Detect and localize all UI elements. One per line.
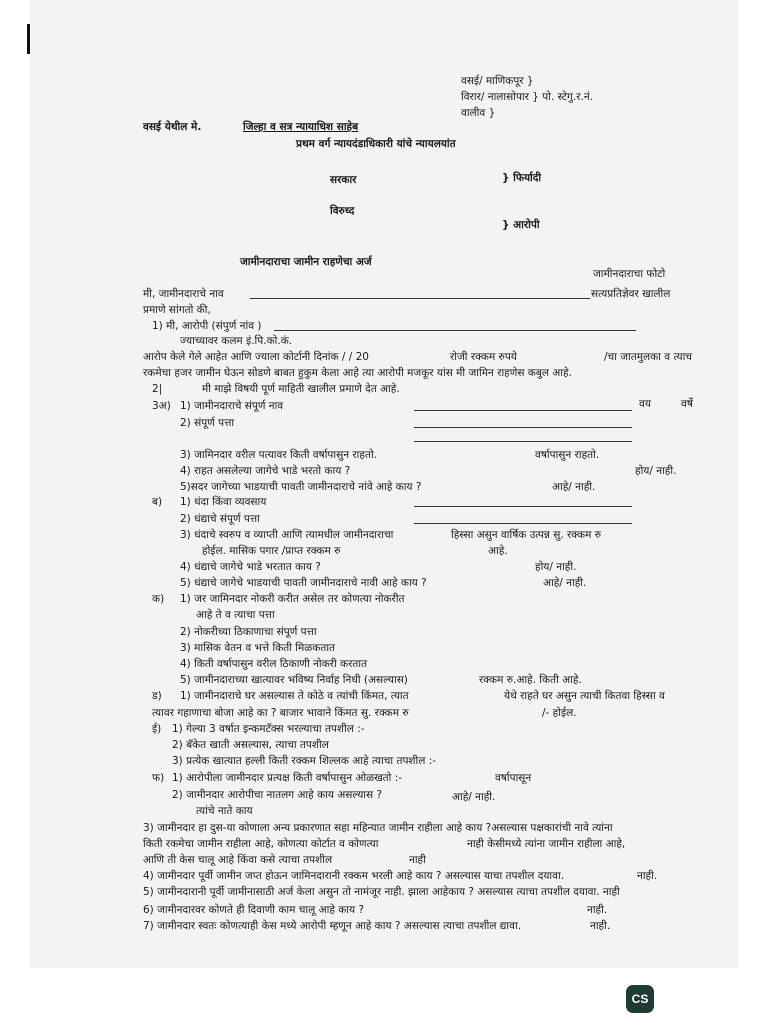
section-f-q2b: त्यांचे नाते काय [196,805,253,817]
closing-line-1: 3) जामीनदार हा दुस-या कोणाला अन्य प्रकारणात सहा महिन्यात जामीन राहीला आहे काय ?असल्यास पक्षकारांची नावे त्यांना [143,822,613,834]
intro-line-2: प्रमाणे सांगतो की, [143,304,211,316]
party-1-role: } फिर्यादी [502,172,542,184]
section-a-letter: 3अ) [152,400,171,412]
section-a-q5: 5)सदर जागेच्या भाडयाची पावती जामीनदाराचे नांवे आहे काय ? [180,481,422,493]
intro-line-5c: /चा जातमुलका व त्याच [604,351,692,363]
section-b-q2: 2) धंद्याचे संपूर्ण पत्ता [180,513,260,525]
section-a-q5-answer: आहे/ नाही. [552,481,596,493]
section-f-q2: 2) जामीनदार आरोपीचा नातलग आहे काय असल्यास ? [172,789,383,801]
section-c-q1b: आहे ते व त्याचा पत्ता [196,609,275,621]
section-a-q2: 2) संपूर्ण पत्ता [180,417,235,429]
section-b-q5-answer: आहे/ नाही. [543,577,587,589]
section-a-q1: 1) जामीनदाराचे संपूर्ण नाव [180,400,284,412]
intro-line-6: रकमेचा हजर जामीन घेऊन सोडणे बाबत हुकुम केला आहे त्या आरोपी मजकूर यांस मी जामिन राहणेस कबुल आहे. [143,367,572,379]
section-c-q3: 3) मासिक वेतन व भत्ते किती मिळकतात [180,642,336,654]
section-d-letter: ड) [152,690,162,702]
address-line-3: वालीव } [461,107,496,119]
intro-line-1: मी, जामीनदाराचे नाव [143,288,224,300]
section-c-letter: क) [152,593,165,605]
closing-line-6a: 6) जामीनदारवर कोणते ही दिवाणी काम चालू आहे काय ? [143,904,365,916]
section-d-q1d: /- होईल. [542,707,577,719]
closing-line-7b: नाही. [590,920,611,932]
closing-line-4a: 4) जामीनदार पूर्वी जामीन जप्त होऊन जामिनदारानी रक्कम भरली आहे काय ? असल्यास याचा तपशील दयावा. [143,870,565,882]
section-e-q1: 1) गेल्या 3 वर्षात इन्कमटॅक्स भरल्याचा तपशील :- [172,723,365,735]
closing-line-2b: नाही केसीमध्ये त्यांना जामीन राहीला आहे, [467,838,626,850]
section-f-letter: फ) [152,772,165,784]
section-b-q4-answer: होय/ नाही. [535,561,577,573]
section-b-q5: 5) धंद्याचे जागेचे भाडयाची पावती जामीनदाराचे नावी आहे काय ? [180,577,427,589]
closing-line-3b: नाही [409,854,426,866]
section-e-q3: 3) प्रत्येक खात्यात हल्ली किती रक्कम शिल्लक आहे त्याचा तपशील :- [172,755,437,767]
intro-line-3: 1) मी, आरोपी (संपुर्ण नांव ) [152,320,262,332]
section-b-q3d: आहे. [488,545,508,557]
section-c-q4: 4) किती वर्षापासुन वरील ठिकाणी नोकरी करतात [180,658,368,670]
section-b-q3a: 3) धंदाचे स्वरुप व व्याप्ती आणि त्यामधील जामीनदाराचा [180,529,394,541]
section-f-q2-answer: आहे/ नाही. [452,791,496,803]
versus: विरुध्द [330,205,355,217]
form-title: जामीनदाराचा जामीन राहणेचा अर्ज [240,256,372,268]
years-label: वर्षे [681,398,693,410]
intro-line-1b: सत्यप्रतिज्ञेवर खालील [591,288,671,300]
section-c-q5: 5) जामीनदाराच्या खात्यावर भविष्य निर्वाह निधी (असल्यास) [180,674,408,686]
section-a-q4-answer: होय/ नाही. [635,465,677,477]
section-c-q2: 2) नोकरीच्या ठिकाणाचा संपूर्ण पत्ता [180,626,317,638]
section-e-q2: 2) बॅकेत खाती असल्यास, त्याचा तपशील [172,739,329,751]
section-c-q5-answer: रक्कम रु.आहे. किती आहे. [479,674,582,686]
business-address-blank [414,523,632,524]
section-b-q3b: हिस्सा असुन वार्षिक उत्पन्न सु. रक्कम रु [451,529,601,541]
intro-line-4: ज्याच्यावर कलम इं.पि.को.कं. [180,335,293,347]
address-blank-2 [414,441,632,442]
section-d-q1b: येथे राहते घर असुन त्याची कितवा हिस्सा व [504,690,665,702]
intro-line-7-num: 2| [152,383,163,395]
document-page [30,0,738,968]
closing-line-5: 5) जामीनदारानी पूर्वी जामीनासाठी अर्ज केला असुन तो नामंजूर नाही. झाला आहेकाय ? असल्यास त्याचा तपशील दयावा. नाही [143,886,620,898]
section-e-letter: ई) [152,723,162,735]
camscanner-logo: CS [626,985,654,1013]
section-d-q1c: त्यावर गहाणाचा बोजा आहे का ? बाजार भावाने किंमत सु. रक्कम रु [152,707,409,719]
section-b-letter: ब) [152,496,163,508]
address-line-1: वसई/ माणिकपूर } [461,75,534,87]
court-name: जिल्हा व सत्र न्यायाधिश साहेब [243,121,359,133]
closing-line-6b: नाही. [587,904,608,916]
section-c-q1a: 1) जर जामिनदार नोकरी करीत असेल तर कोणत्या नोकरीत [180,593,405,605]
business-blank [414,506,632,507]
name-blank [250,298,590,299]
photo-label: जामीनदाराचा फोटो [593,268,666,280]
section-a-q3-answer: वर्षापासुन राहतो. [535,449,600,461]
party-2-role: } आरोपी [502,219,540,231]
section-b-q3c: होईल. मासिक पगार /प्राप्त रक्कम रु [202,545,341,557]
closing-line-2a: किती रकमेचा जामीन राहीला आहे, कोणत्या कोर्टात व कोणत्या [143,838,379,850]
section-d-q1a: 1) जामीनदाराचे घर असल्यास ते कोठे व त्यांची किंमत, त्यात [180,690,409,702]
court-line-2: प्रथम वर्ग न्यायदंडाधिकारी यांचे न्यायलयांत [296,138,456,150]
intro-line-5b: रोजी रक्कम रुपये [450,351,517,363]
section-f-q1: 1) आरोपीला जामीनदार प्रत्यक्ष किती वर्षापासुन ओळखतो :- [172,772,403,784]
section-b-q4: 4) धंद्याचे जागेचे भाडे भरतात काय ? [180,561,321,573]
section-a-q4: 4) राहत असलेल्या जागेचे भाडे भरतो काय ? [180,465,351,477]
closing-line-7a: 7) जामीनदार स्वतः कोणत्याही केस मध्ये आरोपी म्हणून आहे काय ? असल्यास त्याचा तपशील द्यावा. [143,920,522,932]
address-blank-1 [414,427,632,428]
address-line-2: विरार/ नालासोपार } पो. स्टेगु.र.नं. [461,91,594,103]
court-prefix: वसई येथील मे. [143,121,202,133]
section-b-q1: 1) धंदा किंवा व्यवसाय [180,496,267,508]
age-label: वय [639,398,651,410]
closing-line-3a: आणि ती केस चालू आहे किंवा कसे त्याचा तपशील [143,854,333,866]
guarantor-name-blank [414,410,632,411]
party-1: सरकार [330,174,357,186]
section-f-q1-answer: वर्षापासून [495,772,532,784]
closing-line-4b: नाही. [637,870,658,882]
section-a-q3: 3) जामिनदार वरील पत्यावर किती वर्षापासुन राहतो. [180,449,378,461]
accused-name-blank [274,330,636,331]
intro-line-7: मी माझे विषयी पूर्ण माहिती खालील प्रमाणे देत आहे. [202,383,400,395]
intro-line-5: आरोप केले गेले आहेत आणि ज्याला कोर्टानी दिनांक / / 20 [143,351,369,363]
